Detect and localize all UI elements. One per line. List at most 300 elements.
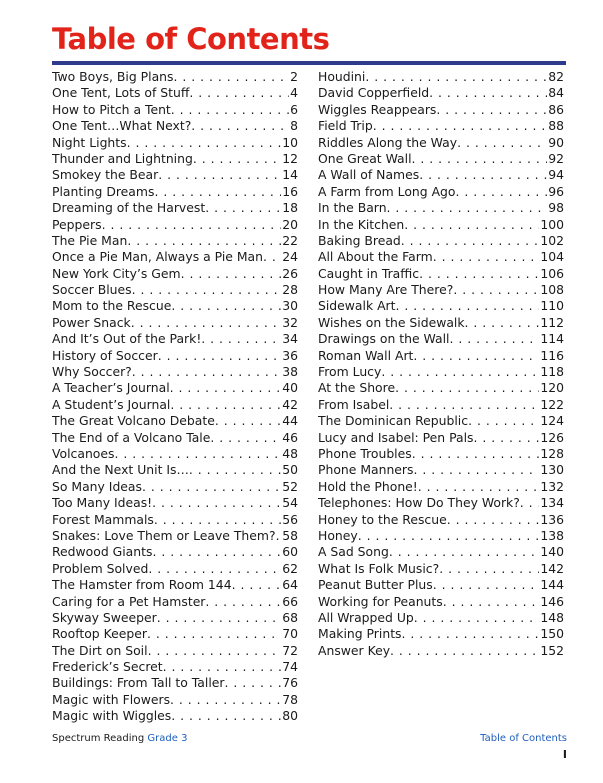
toc-entry-title: Skyway Sweeper (52, 609, 157, 625)
toc-entry (318, 397, 564, 413)
toc-entry-page: 88 (548, 118, 564, 134)
toc-entry-title: One Great Wall (318, 150, 412, 166)
toc-entry-title: In the Barn (318, 200, 387, 216)
toc-entry (318, 167, 564, 183)
toc-entry-page: 38 (282, 364, 298, 380)
dot-leader (468, 413, 539, 429)
toc-entry-title: History of Soccer (52, 347, 158, 363)
toc-entry-title: Caring for a Pet Hamster (52, 593, 206, 609)
dot-leader (365, 69, 547, 85)
dot-leader (396, 298, 540, 314)
toc-entry-title: The End of a Volcano Tale (52, 429, 211, 445)
toc-entry (318, 594, 564, 610)
dot-leader (171, 102, 289, 118)
dot-leader (142, 479, 281, 495)
dot-leader (381, 364, 539, 380)
toc-entry (52, 266, 298, 282)
toc-entry-title: And It’s Out of the Park! (52, 331, 202, 347)
toc-entry-page: 152 (540, 642, 564, 658)
toc-entry (52, 298, 298, 314)
toc-entry (52, 413, 298, 429)
toc-entry-title: New York City’s Gem (52, 265, 181, 281)
toc-entry (318, 577, 564, 593)
dot-leader (450, 331, 540, 347)
dot-leader (447, 512, 540, 528)
toc-entry-title: How Many Are There? (318, 282, 454, 298)
toc-entry-page: 44 (282, 413, 298, 429)
page-title: Table of Contents (52, 22, 330, 56)
toc-entry-page: 24 (282, 249, 298, 265)
dot-leader (433, 249, 540, 265)
toc-entry (52, 675, 298, 691)
dot-leader (127, 135, 282, 151)
toc-entry-page: 50 (282, 462, 298, 478)
toc-entry-page: 134 (540, 495, 564, 511)
toc-entry-title: Peanut Butter Plus (318, 577, 433, 593)
toc-entry-page: 104 (540, 249, 564, 265)
toc-entry-page: 122 (540, 396, 564, 412)
toc-entry-title: Riddles Along the Way (318, 134, 458, 150)
toc-entry (318, 102, 564, 118)
toc-entry-page: 94 (548, 167, 564, 183)
dot-leader (387, 200, 548, 216)
dot-leader (181, 266, 282, 282)
dot-leader (102, 217, 282, 233)
toc-entry (318, 446, 564, 462)
toc-entry (52, 626, 298, 642)
toc-entry-page: 126 (540, 429, 564, 445)
dot-leader (154, 184, 281, 200)
toc-entry-title: One Tent…What Next? (52, 118, 192, 134)
toc-entry-title: Magic with Wiggles (52, 708, 172, 724)
toc-entry-title: Thunder and Lightning (52, 150, 193, 166)
toc-entry-page: 22 (282, 232, 298, 248)
toc-entry-title: Soccer Blues (52, 282, 132, 298)
dot-leader (148, 561, 281, 577)
dot-leader (401, 233, 540, 249)
toc-entry-page: 82 (548, 69, 564, 84)
toc-entry (52, 643, 298, 659)
toc-entry-title: All About the Farm (318, 249, 433, 265)
footer-series (52, 733, 187, 744)
toc-entry (318, 528, 564, 544)
toc-entry (52, 380, 298, 396)
toc-entry (52, 528, 298, 544)
toc-entry-title: Wishes on the Sidewalk (318, 314, 465, 330)
toc-entry (318, 479, 564, 495)
toc-entry-title: At the Shore (318, 380, 396, 396)
toc-entry (318, 364, 564, 380)
toc-entry (52, 577, 298, 593)
toc-entry (52, 217, 298, 233)
toc-entry-title: Houdini (318, 69, 366, 84)
dot-leader (456, 184, 548, 200)
footer-series-name: Spectrum Reading (52, 733, 145, 744)
dot-leader (413, 462, 539, 478)
toc-entry-page: 118 (540, 364, 564, 380)
toc-entry-title: A Student’s Journal (52, 396, 171, 412)
toc-entry (318, 298, 564, 314)
toc-entry-title: What Is Folk Music? (318, 560, 440, 576)
toc-entry-page: 98 (548, 200, 564, 216)
toc-entry (52, 249, 298, 265)
toc-entry (52, 331, 298, 347)
dot-leader (395, 380, 539, 396)
toc-entry-page: 66 (282, 593, 298, 609)
toc-entry-page: 12 (282, 150, 298, 166)
toc-entry (52, 102, 298, 118)
toc-entry-title: Forest Mammals (52, 511, 154, 527)
toc-entry (52, 85, 298, 101)
dot-leader (147, 626, 281, 642)
toc-entry-page: 144 (540, 577, 564, 593)
toc-entry-title: Answer Key (318, 642, 391, 658)
toc-entry-title: Planting Dreams (52, 183, 155, 199)
toc-entry-page: 32 (282, 314, 298, 330)
page-number: I (562, 748, 567, 761)
toc-entry (318, 348, 564, 364)
toc-entry-title: The Pie Man (52, 232, 128, 248)
toc-entry-page: 116 (540, 347, 564, 363)
dot-leader (413, 348, 539, 364)
dot-leader (215, 413, 281, 429)
toc-entry (318, 118, 564, 134)
toc-entry-title: A Farm from Long Ago (318, 183, 456, 199)
toc-entry (318, 331, 564, 347)
toc-entry-page: 68 (282, 609, 298, 625)
dot-leader (173, 69, 289, 85)
toc-entry-page: 14 (282, 167, 298, 183)
dot-leader (189, 85, 289, 101)
toc-entry (52, 659, 298, 675)
toc-entry-title: David Copperfield (318, 85, 430, 101)
toc-entry-page: 84 (548, 85, 564, 101)
dot-leader (402, 626, 540, 642)
toc-entry-page: 96 (548, 183, 564, 199)
toc-entry-page: 76 (282, 675, 298, 691)
dot-leader (225, 675, 282, 691)
footer-grade: Grade 3 (147, 733, 188, 744)
toc-entry-title: Honey to the Rescue (318, 511, 447, 527)
dot-leader (465, 315, 540, 331)
toc-entry-title: The Dirt on Soil (52, 642, 148, 658)
dot-leader (148, 643, 282, 659)
toc-entry-page: 40 (282, 380, 298, 396)
toc-entry-title: Rooftop Keeper (52, 626, 147, 642)
toc-entry (52, 430, 298, 446)
toc-entry (318, 512, 564, 528)
toc-entry (52, 167, 298, 183)
toc-entry (52, 233, 298, 249)
dot-leader (152, 544, 281, 560)
toc-entry (318, 315, 564, 331)
dot-leader (443, 594, 540, 610)
dot-leader (436, 102, 547, 118)
toc-entry-title: Night Lights (52, 134, 127, 150)
toc-entry-page: 132 (540, 478, 564, 494)
toc-entry (52, 544, 298, 560)
toc-entry-page: 4 (290, 85, 298, 101)
toc-entry (52, 151, 298, 167)
toc-entry-title: The Dominican Republic (318, 413, 469, 429)
toc-entry-page: 106 (540, 265, 564, 281)
toc-entry-page: 64 (282, 577, 298, 593)
toc-entry (52, 462, 298, 478)
toc-entry-title: Magic with Flowers (52, 691, 171, 707)
toc-entry-page: 146 (540, 593, 564, 609)
toc-entry-page: 30 (282, 298, 298, 314)
toc-entry-page: 142 (540, 560, 564, 576)
toc-entry (52, 200, 298, 216)
toc-entry (318, 610, 564, 626)
dot-leader (404, 217, 539, 233)
dot-leader (389, 397, 539, 413)
toc-entry-title: Lucy and Isabel: Pen Pals (318, 429, 474, 445)
toc-entry (52, 594, 298, 610)
dot-leader (520, 495, 540, 511)
toc-entry (318, 69, 564, 85)
toc-entry-title: Volcanoes (52, 445, 115, 461)
dot-leader (429, 85, 547, 101)
toc-left-column (52, 69, 298, 725)
toc-entry-title: Mom to the Rescue (52, 298, 172, 314)
toc-entry (318, 643, 564, 659)
toc-entry (52, 184, 298, 200)
toc-entry-title: Working for Peanuts (318, 593, 443, 609)
toc-entry (318, 249, 564, 265)
toc-entry-page: 80 (282, 708, 298, 724)
dot-leader (193, 151, 281, 167)
dot-leader (127, 233, 281, 249)
title-rule (52, 61, 566, 65)
toc-entry-page: 16 (282, 183, 298, 199)
dot-leader (189, 462, 281, 478)
toc-entry-title: Power Snack (52, 314, 131, 330)
toc-entry (318, 430, 564, 446)
dot-leader (191, 118, 289, 134)
dot-leader (453, 282, 539, 298)
dot-leader (389, 544, 540, 560)
toc-entry (318, 462, 564, 478)
dot-leader (132, 364, 281, 380)
toc-entry (52, 561, 298, 577)
toc-entry-title: Roman Wall Art (318, 347, 414, 363)
toc-entry-title: Wiggles Reappears (318, 101, 437, 117)
toc-entry (318, 85, 564, 101)
dot-leader (163, 659, 282, 675)
toc-entry-page: 58 (282, 527, 298, 543)
toc-entry (52, 118, 298, 134)
dot-leader (419, 266, 539, 282)
toc-entry-page: 34 (282, 331, 298, 347)
toc-entry-page: 100 (540, 216, 564, 232)
toc-entry-title: Problem Solved (52, 560, 149, 576)
toc-entry-page: 92 (548, 150, 564, 166)
toc-entry (318, 184, 564, 200)
toc-entry-title: All Wrapped Up (318, 609, 414, 625)
toc-entry-page: 46 (282, 429, 298, 445)
dot-leader (418, 479, 540, 495)
dot-leader (414, 610, 540, 626)
toc-entry-page: 138 (540, 527, 564, 543)
toc-entry (52, 495, 298, 511)
dot-leader (152, 495, 281, 511)
toc-entry-title: Dreaming of the Harvest (52, 200, 206, 216)
dot-leader (473, 430, 539, 446)
toc-entry (52, 282, 298, 298)
toc-entry-title: One Tent, Lots of Stuff (52, 85, 190, 101)
toc-entry-page: 10 (282, 134, 298, 150)
dot-leader (412, 446, 540, 462)
dot-leader (201, 331, 281, 347)
toc-entry (52, 348, 298, 364)
toc-entry-page: 102 (540, 232, 564, 248)
toc-entry-page: 130 (540, 462, 564, 478)
dot-leader (390, 643, 539, 659)
toc-entry-page: 108 (540, 282, 564, 298)
toc-entry (318, 413, 564, 429)
dot-leader (419, 167, 547, 183)
toc-entry-title: Phone Troubles (318, 445, 412, 461)
toc-entry (318, 282, 564, 298)
toc-entry (318, 626, 564, 642)
dot-leader (157, 610, 281, 626)
toc-entry-title: How to Pitch a Tent (52, 101, 171, 117)
toc-entry-title: Drawings on the Wall (318, 331, 450, 347)
toc-entry-title: Once a Pie Man, Always a Pie Man (52, 249, 263, 265)
dot-leader (171, 298, 281, 314)
dot-leader (263, 249, 281, 265)
dot-leader (232, 577, 282, 593)
toc-entry-title: Making Prints (318, 626, 402, 642)
toc-entry-page: 110 (540, 298, 564, 314)
toc-entry-title: From Lucy (318, 364, 382, 380)
toc-entry (52, 512, 298, 528)
toc-entry-title: Peppers (52, 216, 102, 232)
toc-entry-title: Buildings: From Tall to Taller (52, 675, 225, 691)
toc-entry-page: 52 (282, 478, 298, 494)
toc-entry (52, 610, 298, 626)
toc-entry (318, 380, 564, 396)
toc-entry-page: 90 (548, 134, 564, 150)
toc-entry (52, 315, 298, 331)
toc-entry-page: 86 (548, 101, 564, 117)
toc-entry-title: Smokey the Bear (52, 167, 159, 183)
toc-entry (318, 266, 564, 282)
toc-entry (52, 364, 298, 380)
toc-entry-title: A Teacher’s Journal (52, 380, 170, 396)
toc-entry-page: 42 (282, 396, 298, 412)
toc-entry-page: 136 (540, 511, 564, 527)
toc-entry-page: 148 (540, 609, 564, 625)
toc-entry-title: Frederick’s Secret (52, 659, 163, 675)
toc-entry (318, 233, 564, 249)
toc-entry-page: 112 (540, 314, 564, 330)
toc-entry-title: So Many Ideas (52, 478, 142, 494)
toc-entry-title: Sidewalk Art (318, 298, 396, 314)
dot-leader (154, 512, 281, 528)
dot-leader (373, 118, 548, 134)
dot-leader (205, 200, 281, 216)
dot-leader (358, 528, 540, 544)
toc-entry-title: Snakes: Love Them or Leave Them? (52, 527, 276, 543)
toc-entry-page: 8 (290, 118, 298, 134)
dot-leader (132, 282, 282, 298)
toc-entry-title: Baking Bread (318, 232, 401, 248)
toc-entry-page: 26 (282, 265, 298, 281)
toc-entry-page: 60 (282, 544, 298, 560)
toc-entry-page: 128 (540, 445, 564, 461)
toc-entry (52, 446, 298, 462)
toc-entry-title: From Isabel (318, 396, 390, 412)
toc-entry-page: 114 (540, 331, 564, 347)
dot-leader (205, 594, 281, 610)
dot-leader (433, 577, 540, 593)
dot-leader (170, 692, 281, 708)
dot-leader (210, 430, 281, 446)
toc-entry-title: A Wall of Names (318, 167, 420, 183)
toc-entry-page: 140 (540, 544, 564, 560)
toc-entry-page: 48 (282, 445, 298, 461)
toc-entry-title: Telephones: How Do They Work? (318, 495, 520, 511)
toc-entry-title: Field Trip (318, 118, 373, 134)
toc-entry-title: Honey (318, 527, 358, 543)
dot-leader (114, 446, 281, 462)
dot-leader (171, 708, 281, 724)
toc-entry (52, 397, 298, 413)
dot-leader (158, 348, 282, 364)
toc-entry-page: 20 (282, 216, 298, 232)
toc-entry-title: A Sad Song (318, 544, 389, 560)
toc-entry-page: 70 (282, 626, 298, 642)
toc-entry-title: The Hamster from Room 144 (52, 577, 232, 593)
toc-entry-page: 72 (282, 642, 298, 658)
dot-leader (170, 380, 282, 396)
dot-leader (131, 315, 282, 331)
toc-entry-page: 124 (540, 413, 564, 429)
toc-entry (52, 708, 298, 724)
toc-entry-page: 36 (282, 347, 298, 363)
dot-leader (158, 167, 281, 183)
toc-entry-page: 18 (282, 200, 298, 216)
toc-entry (318, 200, 564, 216)
toc-entry (318, 544, 564, 560)
toc-entry-title: Two Boys, Big Plans (52, 69, 174, 84)
toc-entry-title: Why Soccer? (52, 364, 132, 380)
toc-entry-page: 6 (290, 101, 298, 117)
toc-entry-page: 150 (540, 626, 564, 642)
toc-entry (318, 217, 564, 233)
toc-entry (52, 692, 298, 708)
toc-entry-title: Redwood Giants (52, 544, 153, 560)
toc-entry-page: 28 (282, 282, 298, 298)
toc-right-column (318, 69, 564, 659)
dot-leader (170, 397, 281, 413)
toc-entry-page: 78 (282, 691, 298, 707)
dot-leader (439, 561, 539, 577)
toc-entry (52, 135, 298, 151)
toc-entry-title: In the Kitchen (318, 216, 405, 232)
toc-entry-page: 120 (540, 380, 564, 396)
dot-leader (457, 135, 547, 151)
toc-entry (318, 561, 564, 577)
toc-entry (52, 69, 298, 85)
toc-entry (52, 479, 298, 495)
footer-section: Table of Contents (480, 733, 567, 744)
toc-entry-page: 54 (282, 495, 298, 511)
toc-entry-title: And the Next Unit Is… (52, 462, 189, 478)
toc-entry (318, 151, 564, 167)
